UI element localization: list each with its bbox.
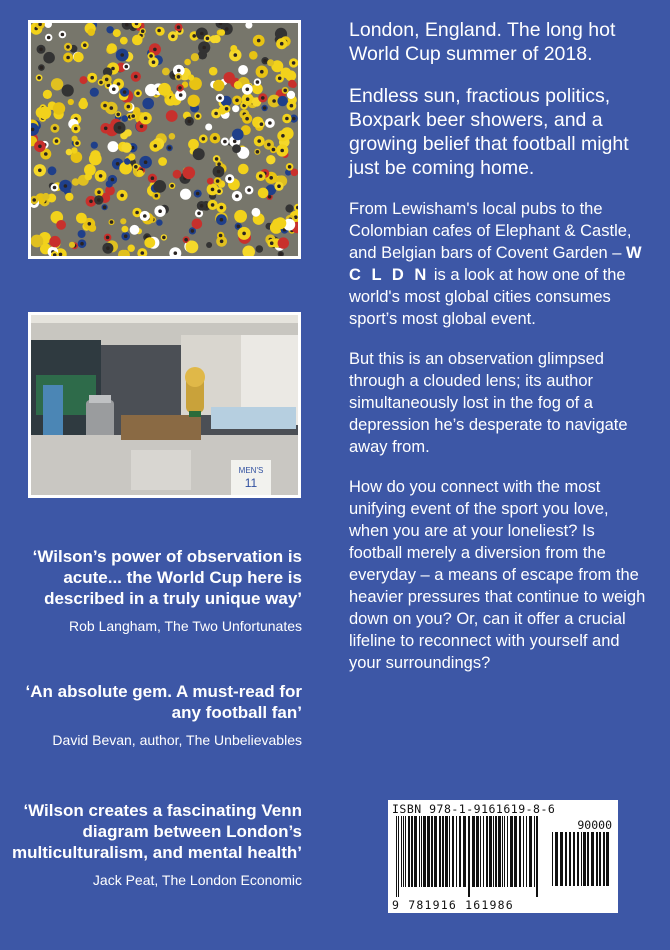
- blurb-paragraph-2: But this is an observation glimpsed through a clouded lens; its author simultaneously lost in the fog of a depression he’s desperate to navigate away from.: [349, 350, 628, 456]
- trophy-stall-photo: [28, 312, 301, 498]
- quote-text: ‘Wilson creates a fascinating Venn diagram between London’s multiculturalism, and mental health’: [12, 801, 302, 862]
- quote-source: David Bevan, author, The Unbelievables: [52, 732, 302, 748]
- quote-text: ‘Wilson’s power of observation is acute... the World Cup here is described in a truly unique way’: [32, 547, 302, 608]
- blurb-p1-start: From Lewisham's local pubs to the Colombian cafes of Elephant & Castle, and Belgian bars of Covent Garden –: [349, 200, 632, 262]
- price-code: 90000: [577, 818, 612, 832]
- crowd-image-icon: [31, 23, 298, 256]
- quote-source: Jack Peat, The London Economic: [92, 872, 302, 888]
- svg-text:11: 11: [244, 476, 258, 490]
- review-quote: [2, 546, 302, 635]
- trophy-stall-image-icon: [31, 315, 298, 495]
- quote-text: ‘An absolute gem. A must-read for any football fan’: [25, 682, 302, 722]
- blurb-paragraph-3: How do you connect with the most unifying event of the sport you love, when you are at your loneliest? Is football merely a diversion from the everyday – a means of escape from the heavier pressures that continue to weigh down on you? Or, can it offer a crucial lifeline to reconnect with yourself and your surroundings?: [349, 478, 646, 672]
- ean-number: 9 781916 161986: [392, 898, 514, 912]
- isbn-barcode: [388, 800, 618, 913]
- blurb-lead-2: Endless sun, fractious politics, Boxpark beer showers, and a growing belief that football might just be coming home.: [349, 85, 629, 179]
- barcode-bars-icon: [396, 816, 540, 897]
- crowd-photo: [28, 20, 301, 259]
- barcode-addon-bars-icon: [552, 832, 612, 896]
- blurb-column: [349, 18, 649, 692]
- review-quote: [2, 681, 302, 749]
- book-title: W C L D N: [349, 244, 645, 284]
- review-quote: [2, 800, 302, 889]
- blurb-lead-1: London, England. The long hot World Cup summer of 2018.: [349, 19, 616, 65]
- isbn-label: ISBN 978-1-9161619-8-6: [392, 802, 556, 816]
- quote-source: Rob Langham, The Two Unfortunates: [69, 618, 302, 634]
- blurb-paragraph-1: [349, 198, 649, 330]
- blurb-p1-end: is a look at how one of the world's most global cities consumes sport’s most global event.: [349, 266, 626, 328]
- svg-text:MEN'S: MEN'S: [238, 466, 264, 475]
